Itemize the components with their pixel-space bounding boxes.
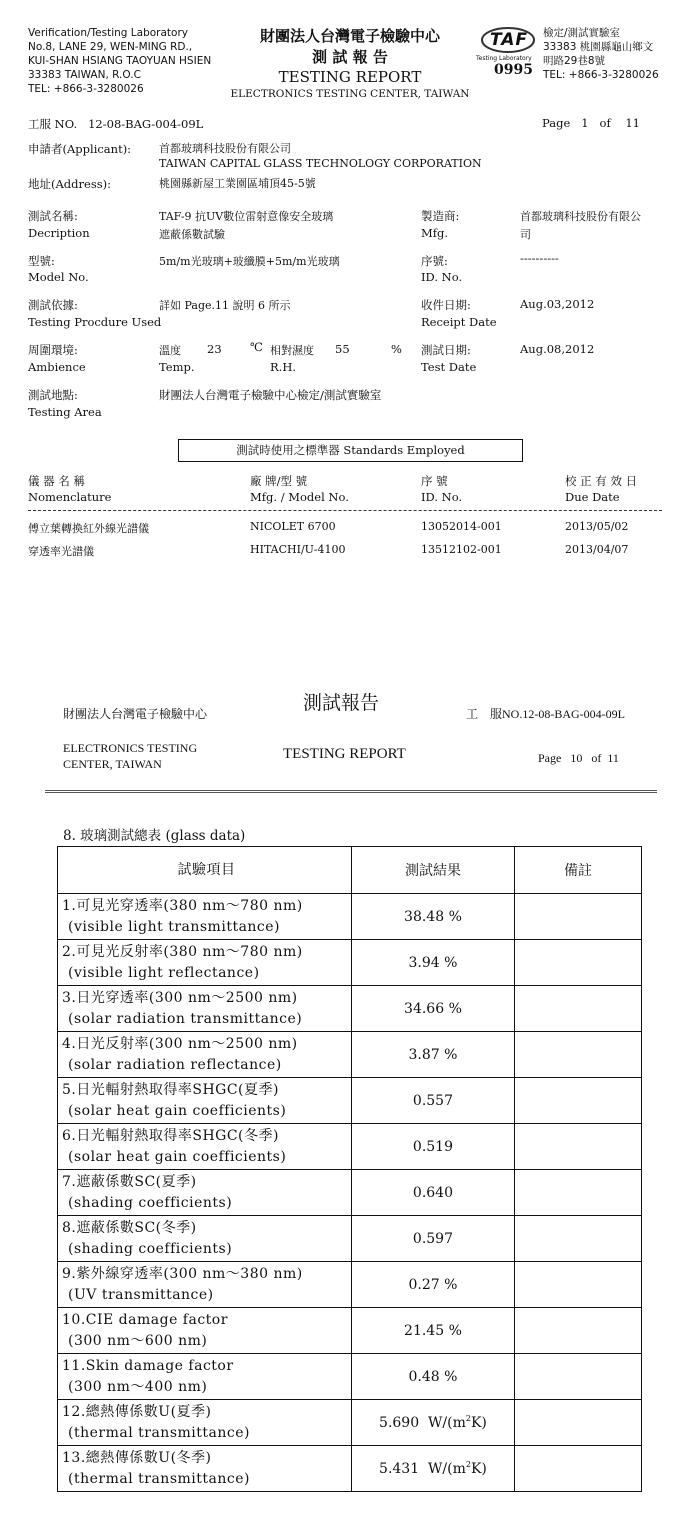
- model-value: 5m/m光玻璃+玻纖膜+5m/m光玻璃: [159, 255, 340, 268]
- applicant-name-en: TAIWAN CAPITAL GLASS TECHNOLOGY CORPORATION: [159, 157, 482, 170]
- p10-org-name-en: ELECTRONICS TESTING CENTER, TAIWAN: [63, 741, 198, 771]
- test-item: 10.CIE damage factor (300 nm～600 nm): [58, 1308, 352, 1354]
- p10-org-name-zh: 財團法人台灣電子檢驗中心: [63, 707, 208, 721]
- test-result: 0.557: [351, 1078, 514, 1124]
- test-date-label-en: Test Date: [421, 360, 477, 374]
- test-item: 5.日光輻射熱取得率SHGC(夏季) (solar heat gain coefficients): [58, 1078, 352, 1124]
- test-result: 0.27 %: [351, 1262, 514, 1308]
- model-label-en: Model No.: [28, 270, 89, 284]
- receipt-date: Aug.03,2012: [520, 297, 595, 311]
- eq-row-1-model: NICOLET 6700: [250, 520, 336, 533]
- applicant-label: 申請者(Applicant):: [28, 142, 132, 156]
- receipt-label-zh: 收件日期:: [421, 298, 471, 312]
- rh-label-zh: 相對濕度: [270, 344, 314, 357]
- page-indicator: Page 1 of 11: [542, 116, 640, 130]
- remark-cell: [514, 1446, 641, 1492]
- equipment-divider: [28, 510, 662, 511]
- p10-page-indicator: Page 10 of 11: [538, 751, 619, 765]
- report-title-en: TESTING REPORT: [278, 68, 422, 86]
- rh-value: 55: [335, 342, 350, 356]
- test-result: 5.690 $W/(m^2K)$: [351, 1400, 514, 1446]
- model-label-zh: 型號:: [28, 254, 55, 268]
- test-item: 3.日光穿透率(300 nm～2500 nm) (solar radiation transmittance): [58, 986, 352, 1032]
- eq-header-due-zh: 校 正 有 效 日: [565, 474, 638, 488]
- id-label-en: ID. No.: [421, 270, 463, 284]
- test-item: 8.遮蔽係數SC(冬季) (shading coefficients): [58, 1216, 352, 1262]
- remark-cell: [514, 1124, 641, 1170]
- eq-header-due-en: Due Date: [565, 490, 620, 504]
- lab-address-zh: 檢定/測試實驗室 33383 桃園縣龜山鄉文 明路29巷8號 TEL: +866-3-3280026: [543, 27, 659, 81]
- id-value: ----------: [520, 251, 559, 265]
- test-item: 6.日光輻射熱取得率SHGC(冬季) (solar heat gain coefficients): [58, 1124, 352, 1170]
- p10-work-number: 工 服NO.12-08-BAG-004-09L: [466, 707, 625, 721]
- area-label-en: Testing Area: [28, 405, 102, 419]
- ambience-label-zh: 周圍環境:: [28, 343, 78, 357]
- test-result: 34.66 %: [351, 986, 514, 1032]
- eq-row-2-model: HITACHI/U-4100: [250, 543, 346, 556]
- test-result: 5.431 $W/(m^2K)$: [351, 1446, 514, 1492]
- table-row: [58, 1216, 642, 1262]
- remark-cell: [514, 1308, 641, 1354]
- desc-value-2: 遮蔽係數試驗: [159, 228, 225, 241]
- table-row: [58, 1308, 642, 1354]
- remark-cell: [514, 1170, 641, 1216]
- eq-header-name-zh: 儀 器 名 稱: [28, 474, 85, 488]
- eq-header-name-en: Nomenclature: [28, 490, 112, 504]
- test-result: 0.519: [351, 1124, 514, 1170]
- test-item: 9.紫外線穿透率(300 nm～380 nm) (UV transmittance): [58, 1262, 352, 1308]
- test-result: 3.94 %: [351, 940, 514, 986]
- test-item: 7.遮蔽係數SC(夏季) (shading coefficients): [58, 1170, 352, 1216]
- table-row: [58, 1124, 642, 1170]
- glass-data-table: [57, 846, 642, 1492]
- test-item: 2.可見光反射率(380 nm～780 nm) (visible light reflectance): [58, 940, 352, 986]
- desc-label-zh: 測試名稱:: [28, 209, 78, 223]
- test-item: 12.總熱傳係數U(夏季) (thermal transmittance): [58, 1400, 352, 1446]
- standards-employed-box: 測試時使用之標準器 Standards Employed: [178, 439, 523, 462]
- eq-header-id-en: ID. No.: [421, 490, 463, 504]
- header-test-item: 試驗項目: [58, 847, 352, 894]
- area-value: 財團法人台灣電子檢驗中心檢定/測試實驗室: [159, 388, 382, 402]
- table-row: [58, 1400, 642, 1446]
- temp-label-en: Temp.: [159, 360, 195, 374]
- table-row: [58, 1446, 642, 1492]
- test-result: 3.87 %: [351, 1032, 514, 1078]
- remark-cell: [514, 940, 641, 986]
- org-name-en: ELECTRONICS TESTING CENTER, TAIWAN: [230, 88, 470, 100]
- address-value: 桃園縣新屋工業園區埔頂45-5號: [159, 177, 316, 190]
- ambience-label-en: Ambience: [28, 360, 86, 374]
- procedure-value: 詳如 Page.11 說明 6 所示: [159, 299, 291, 312]
- p10-report-title-zh: 測試報告: [303, 693, 380, 714]
- remark-cell: [514, 986, 641, 1032]
- test-item: 11.Skin damage factor (300 nm～400 nm): [58, 1354, 352, 1400]
- eq-row-2-due: 2013/04/07: [565, 543, 629, 556]
- test-item: 4.日光反射率(300 nm～2500 nm) (solar radiation reflectance): [58, 1032, 352, 1078]
- header-remarks: 備註: [514, 847, 641, 894]
- remark-cell: [514, 1078, 641, 1124]
- address-label: 地址(Address):: [28, 177, 111, 191]
- desc-value-1: TAF-9 抗UV數位雷射意像安全玻璃: [159, 210, 334, 223]
- eq-row-2-name: 穿透率光譜儀: [28, 545, 94, 558]
- procedure-label-zh: 測試依據:: [28, 298, 78, 312]
- table-row: [58, 1354, 642, 1400]
- table-row: [58, 940, 642, 986]
- mfg-value-1: 首都玻璃科技股份有限公: [520, 210, 641, 223]
- rh-label-en: R.H.: [270, 360, 296, 374]
- table-row: [58, 1262, 642, 1308]
- mfg-label-zh: 製造商:: [421, 209, 460, 223]
- eq-header-id-zh: 序 號: [421, 474, 448, 488]
- remark-cell: [514, 894, 641, 940]
- table-row: [58, 1032, 642, 1078]
- eq-header-model-en: Mfg. / Model No.: [250, 490, 349, 504]
- temp-label-zh: 溫度: [159, 344, 181, 357]
- eq-header-model-zh: 廠 牌/型 號: [250, 474, 308, 488]
- test-result: 0.597: [351, 1216, 514, 1262]
- table-row: [58, 1170, 642, 1216]
- test-date-label-zh: 測試日期:: [421, 343, 471, 357]
- area-label-zh: 測試地點:: [28, 388, 78, 402]
- remark-cell: [514, 1354, 641, 1400]
- page1-header-title: [230, 26, 470, 102]
- report-title-zh: 測 試 報 告: [312, 48, 388, 66]
- applicant-name-zh: 首都玻璃科技股份有限公司: [159, 142, 291, 155]
- p10-header-divider: [45, 790, 657, 793]
- test-date: Aug.08,2012: [520, 342, 595, 356]
- rh-unit: %: [391, 342, 402, 356]
- remark-cell: [514, 1262, 641, 1308]
- org-name-zh: 財團法人台灣電子檢驗中心: [259, 27, 440, 45]
- p10-report-title-en: TESTING REPORT: [283, 746, 406, 762]
- test-result: 21.45 %: [351, 1308, 514, 1354]
- table-row: [58, 1078, 642, 1124]
- eq-row-1-id: 13052014-001: [421, 520, 502, 533]
- procedure-label-en: Testing Procdure Used: [28, 315, 162, 329]
- test-result: 0.640: [351, 1170, 514, 1216]
- work-order-number: 工服 NO. 12-08-BAG-004-09L: [28, 117, 204, 131]
- header-test-result: 測試結果: [351, 847, 514, 894]
- lab-address-en: Verification/Testing Laboratory No.8, LANE 29, WEN-MING RD., KUI-SHAN HSIANG TAOYUAN HSIEN 33383 TAIWAN, R.O.C TEL: +866-3-3280026: [28, 27, 212, 95]
- remark-cell: [514, 1400, 641, 1446]
- receipt-label-en: Receipt Date: [421, 315, 497, 329]
- remark-cell: [514, 1032, 641, 1078]
- test-item: 13.總熱傳係數U(冬季) (thermal transmittance): [58, 1446, 352, 1492]
- table-row: [58, 986, 642, 1032]
- eq-row-1-due: 2013/05/02: [565, 520, 629, 533]
- eq-row-2-id: 13512102-001: [421, 543, 502, 556]
- mfg-value-2: 司: [520, 228, 531, 241]
- mfg-label-en: Mfg.: [421, 226, 449, 240]
- eq-row-1-name: 傅立葉轉換紅外線光譜儀: [28, 522, 149, 535]
- test-result: 38.48 %: [351, 894, 514, 940]
- remark-cell: [514, 1216, 641, 1262]
- temp-value: 23: [207, 342, 222, 356]
- table-header-row: [58, 847, 642, 894]
- id-label-zh: 序號:: [421, 254, 448, 268]
- temp-unit: ℃: [250, 340, 263, 354]
- taf-logo: TAF Testing Laboratory 0995: [476, 26, 540, 78]
- table-row: [58, 894, 642, 940]
- desc-label-en: Decription: [28, 226, 90, 240]
- test-item: 1.可見光穿透率(380 nm～780 nm) (visible light transmittance): [58, 894, 352, 940]
- test-result: 0.48 %: [351, 1354, 514, 1400]
- section-title: 8. 玻璃測試總表 (glass data): [63, 828, 246, 844]
